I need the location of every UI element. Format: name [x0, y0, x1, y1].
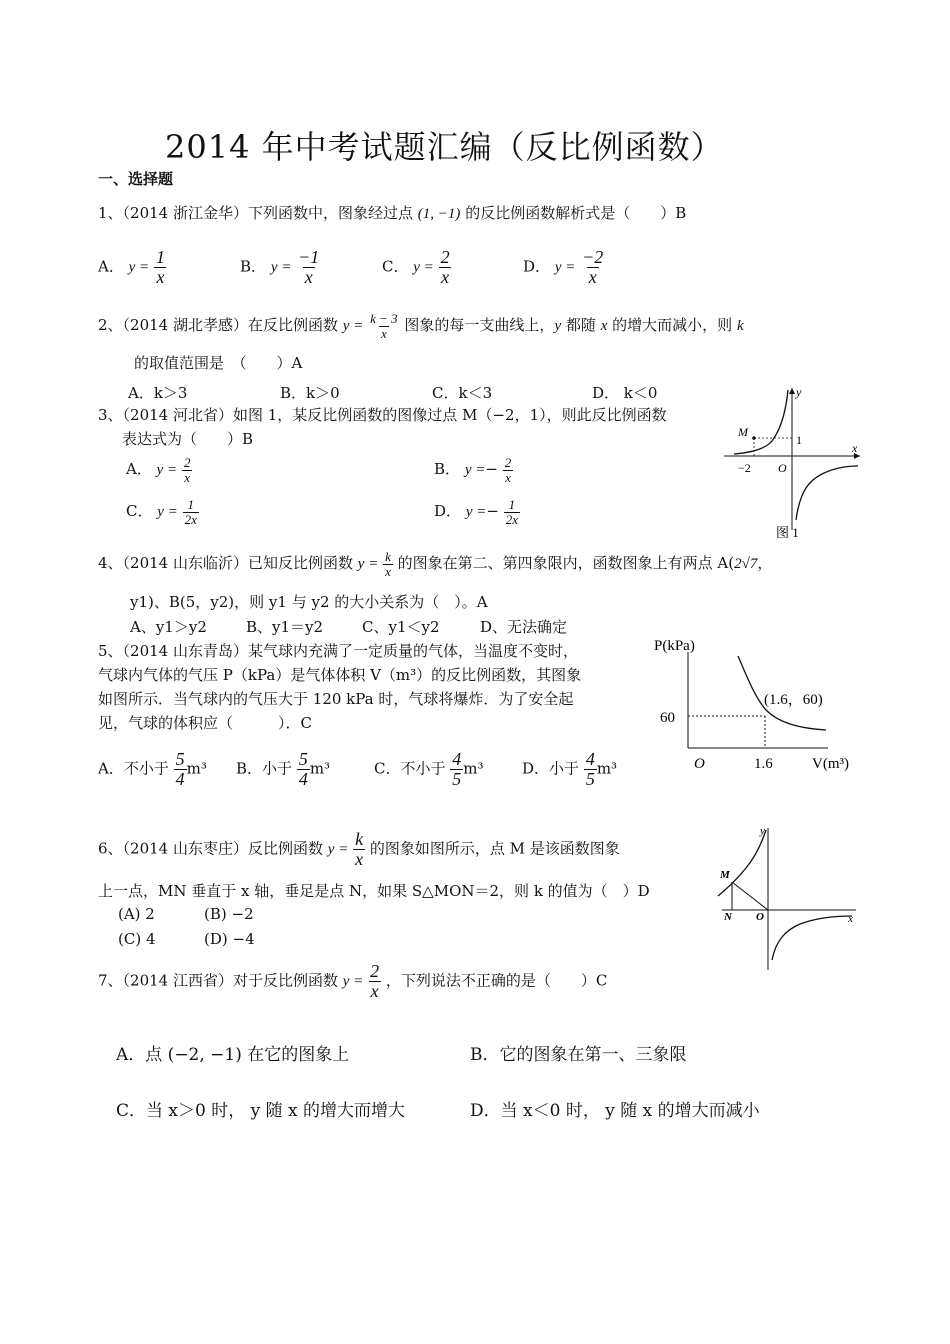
curve-branch-4	[772, 916, 852, 960]
section-heading: 一、选择题	[98, 170, 174, 188]
fraction: $\frac{1}{x}$	[155, 247, 165, 287]
fraction: $\frac{-1}{x}$	[298, 247, 320, 287]
fraction: $\frac{2}{x}$	[504, 455, 512, 485]
q3-line-2: 表达式为（ ）B	[122, 430, 254, 448]
tick-60: 60	[660, 710, 675, 726]
fraction: $\frac{1}{2x}$	[505, 497, 518, 527]
q4-option-c[interactable]: C、y1＜y2	[362, 618, 440, 636]
fraction: $\frac{5}{4}$	[298, 749, 308, 789]
fraction: $\frac{1}{2x}$	[184, 497, 197, 527]
q7-option-a[interactable]: A．点 (−2, −1) 在它的图象上	[116, 1045, 350, 1065]
curve-branch-2	[718, 830, 766, 896]
label-m: M	[720, 869, 730, 881]
question-2: 2、（2014 湖北孝感）在反比例函数 y = $\frac{k - 3}{x}$ 图象的每一支曲线上，y 都随 x 的增大而减小，则 k	[98, 311, 744, 341]
q6-figure	[716, 820, 862, 972]
q7-option-b[interactable]: B．它的图象在第一、三象限	[470, 1045, 687, 1065]
fraction: $\frac{4}{5}$	[452, 749, 462, 789]
label-y: y	[796, 385, 802, 399]
q1-option-a[interactable]: A． y = $\frac{1}{x}$	[98, 247, 165, 287]
fraction: $\frac{k - 3}{x}$	[370, 311, 398, 341]
q6-option-c[interactable]: (C) 4	[118, 930, 156, 948]
question-7: 7、（2014 江西省）对于反比例函数 y = $\frac{2}{x}$ ，下列说法不正确的是（ ）C	[98, 961, 608, 1001]
q6-option-d[interactable]: (D) −4	[204, 930, 255, 948]
curve-branch-4	[796, 466, 858, 520]
fraction: $\frac{2}{x}$	[370, 961, 380, 1001]
question-3: 3、（2014 河北省）如图 1，某反比例函数的图像过点 M（−2，1），则此反比例函数	[98, 406, 667, 424]
q5-option-b[interactable]: B．小于 $\frac{5}{4}$ m³	[236, 749, 331, 789]
fraction: $\frac{2}{x}$	[440, 247, 450, 287]
q5-line-3: 如图所示．当气球内的气压大于 120 kPa 时，气球将爆炸．为了安全起	[98, 690, 574, 708]
q7-option-d[interactable]: D．当 x＜0 时， y 随 x 的增大而减小	[470, 1101, 760, 1121]
fraction: $\frac{k}{x}$	[355, 829, 364, 869]
fraction: $\frac{5}{4}$	[175, 749, 185, 789]
q2-option-a[interactable]: A．k＞3	[128, 384, 188, 402]
q3-option-a[interactable]: A． y = $\frac{2}{x}$	[126, 455, 191, 485]
q5-option-a[interactable]: A．不小于 $\frac{5}{4}$ m³	[98, 749, 207, 789]
label-n: N	[724, 911, 732, 923]
q2-option-c[interactable]: C．k＜3	[432, 384, 493, 402]
q7-option-c[interactable]: C．当 x＞0 时， y 随 x 的增大而增大	[116, 1101, 406, 1121]
q3-option-b[interactable]: B． y =− $\frac{2}{x}$	[434, 455, 512, 485]
question-6: 6、（2014 山东枣庄）反比例函数 y = $\frac{k}{x}$ 的图象如图所示，点 M 是该函数图象	[98, 829, 620, 869]
y-axis-arrow	[789, 388, 795, 394]
figure-caption: 图 1	[776, 525, 799, 540]
p-axis-label: P(kPa)	[654, 638, 695, 654]
q5-figure	[650, 630, 865, 780]
v-axis-label: V(m³)	[812, 756, 849, 772]
curve-branch-2	[734, 390, 788, 454]
q2-line-2: 的取值范围是 （ ）A	[134, 354, 303, 372]
q1-point: (1, −1)	[417, 206, 461, 222]
fraction: $\frac{4}{5}$	[585, 749, 595, 789]
q4-option-a[interactable]: A、y1＞y2	[130, 618, 207, 636]
point-label: (1.6，60)	[764, 692, 823, 708]
q1-option-d[interactable]: D． y = $\frac{-2}{x}$	[523, 247, 604, 287]
q3-figure	[718, 380, 866, 545]
q6-option-a[interactable]: (A) 2	[118, 905, 155, 923]
tick-1-6: 1.6	[754, 756, 773, 772]
q6-option-b[interactable]: (B) −2	[204, 905, 254, 923]
q6-line-2: 上一点，MN 垂直于 x 轴，垂足是点 N，如果 S△MON＝2，则 k 的值为（ ）D	[98, 882, 650, 900]
q1-option-c[interactable]: C． y = $\frac{2}{x}$	[382, 247, 450, 287]
q5-option-d[interactable]: D．小于 $\frac{4}{5}$ m³	[522, 749, 618, 789]
q3-option-c[interactable]: C． y = $\frac{1}{2x}$	[126, 497, 197, 527]
tick-neg2: −2	[738, 461, 751, 475]
tick-1: 1	[796, 433, 802, 447]
q5-line-1: 5、（2014 山东青岛）某气球内充满了一定质量的气体，当温度不变时，	[98, 642, 578, 660]
q5-line-2: 气球内气体的气压 P（kPa）是气体体积 V（m³）的反比例函数，其图象	[98, 666, 582, 684]
point-m	[752, 436, 756, 440]
q5-line-4: 见，气球的体积应（ ）．C	[98, 714, 312, 732]
fraction: $\frac{-2}{x}$	[582, 247, 604, 287]
fraction: $\frac{2}{x}$	[183, 455, 191, 485]
q4-option-b[interactable]: B、y1＝y2	[246, 618, 324, 636]
q4-line-2: y1)、B(5，y2)，则 y1 与 y2 的大小关系为（ ）。A	[130, 593, 488, 611]
q4-option-d[interactable]: D、无法确定	[480, 618, 568, 636]
origin-label: O	[778, 461, 787, 475]
origin-label: O	[694, 756, 705, 772]
q5-option-c[interactable]: C．不小于 $\frac{4}{5}$ m³	[374, 749, 484, 789]
label-m: M	[738, 425, 748, 439]
label-x: x	[848, 913, 853, 925]
label-o: O	[756, 911, 764, 923]
q2-option-d[interactable]: D． k＜0	[592, 384, 658, 402]
page-title: 2014 年中考试题汇编（反比例函数）	[165, 128, 724, 166]
q2-option-b[interactable]: B．k＞0	[280, 384, 340, 402]
q1-stem-a: 1、（2014 浙江金华）下列函数中，图象经过点	[98, 204, 413, 222]
question-1	[98, 202, 686, 223]
q1-option-b[interactable]: B． y = $\frac{-1}{x}$	[240, 247, 320, 287]
label-x: x	[852, 441, 858, 455]
label-y: y	[760, 825, 765, 837]
q3-option-d[interactable]: D． y =− $\frac{1}{2x}$	[434, 497, 518, 527]
question-4: 4、（2014 山东临沂）已知反比例函数 y = $\frac{k}{x}$ 的图象在第二、第四象限内，函数图象上有两点 A(2√7，	[98, 549, 773, 579]
fraction: $\frac{k}{x}$	[385, 549, 391, 579]
q1-stem-b: 的反比例函数解析式是（ ）B	[465, 204, 687, 222]
